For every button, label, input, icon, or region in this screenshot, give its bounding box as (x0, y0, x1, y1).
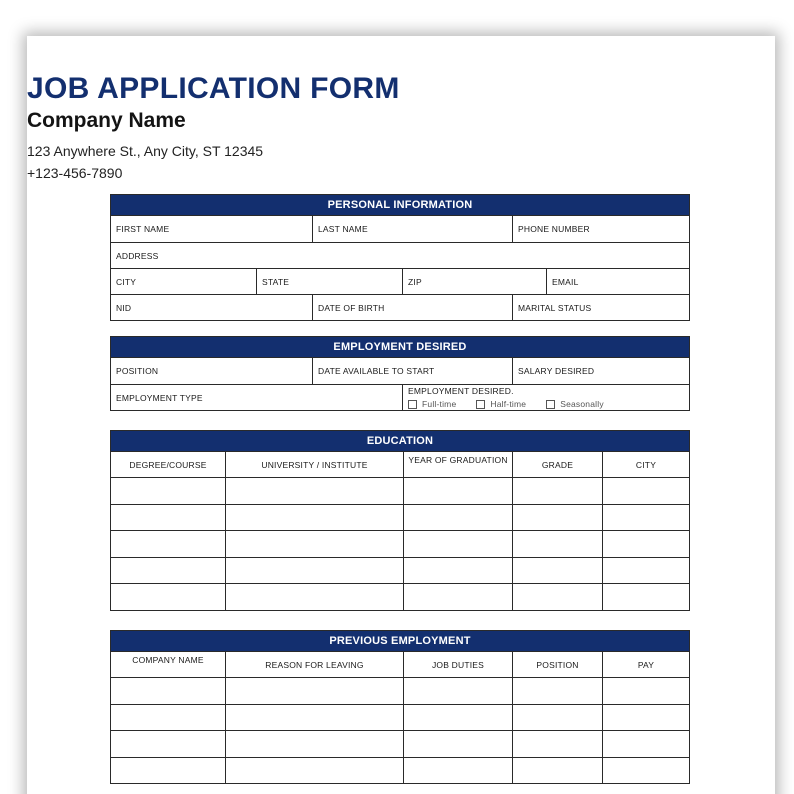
table-cell[interactable] (225, 531, 403, 557)
date-available-field[interactable]: DATE AVAILABLE TO START (312, 358, 512, 384)
full-time-checkbox[interactable] (408, 400, 417, 409)
education-col-year: YEAR OF GRADUATION (403, 452, 512, 477)
half-time-label: Half-time (490, 399, 527, 409)
table-cell[interactable] (111, 505, 225, 531)
table-cell[interactable] (512, 584, 602, 610)
table-row (111, 477, 689, 504)
table-row (111, 704, 689, 731)
table-cell[interactable] (512, 678, 602, 704)
first-name-field[interactable]: FIRST NAME (116, 224, 170, 234)
address-field[interactable]: ADDRESS (116, 250, 159, 261)
table-cell[interactable] (403, 478, 512, 504)
table-cell[interactable] (225, 584, 403, 610)
previous-col-company: COMPANY NAME (132, 655, 204, 665)
table-cell[interactable] (111, 584, 225, 610)
nid-field[interactable]: NID (116, 302, 132, 313)
education-section (110, 430, 690, 611)
table-cell[interactable] (602, 584, 689, 610)
table-cell[interactable] (602, 758, 689, 784)
email-field[interactable]: EMAIL (546, 269, 689, 294)
table-cell[interactable] (225, 758, 403, 784)
education-heading: EDUCATION (111, 431, 689, 451)
table-cell[interactable] (111, 531, 225, 557)
table-cell[interactable] (225, 678, 403, 704)
table-cell[interactable] (111, 478, 225, 504)
position-field[interactable]: POSITION (116, 366, 159, 376)
table-cell[interactable] (403, 505, 512, 531)
table-cell[interactable] (602, 505, 689, 531)
employment-checkbox-group (408, 399, 624, 409)
employment-desired-section (110, 336, 690, 411)
table-cell[interactable] (225, 731, 403, 757)
table-cell[interactable] (111, 705, 225, 731)
table-cell[interactable] (403, 758, 512, 784)
education-col-city: CITY (602, 452, 689, 477)
table-cell[interactable] (602, 531, 689, 557)
table-row (111, 530, 689, 557)
table-cell[interactable] (602, 731, 689, 757)
table-row (111, 677, 689, 704)
full-time-label: Full-time (422, 399, 457, 409)
table-cell[interactable] (403, 731, 512, 757)
table-cell[interactable] (512, 731, 602, 757)
table-cell[interactable] (111, 731, 225, 757)
marital-status-field[interactable]: MARITAL STATUS (512, 295, 689, 320)
last-name-field[interactable]: LAST NAME (312, 216, 512, 242)
previous-header-row (111, 651, 689, 677)
employment-desired-label: EMPLOYMENT DESIRED. (408, 386, 514, 396)
half-time-option[interactable] (476, 399, 526, 409)
employment-desired-options (402, 385, 689, 410)
table-cell[interactable] (512, 558, 602, 584)
table-cell[interactable] (111, 678, 225, 704)
table-cell[interactable] (512, 705, 602, 731)
table-row (111, 730, 689, 757)
education-col-degree: DEGREE/COURSE (129, 459, 207, 470)
zip-field[interactable]: ZIP (402, 269, 546, 294)
personal-information-heading: PERSONAL INFORMATION (111, 195, 689, 215)
company-address: 123 Anywhere St., Any City, ST 12345 (27, 143, 264, 159)
form-title: JOB APPLICATION FORM (27, 72, 400, 105)
table-cell[interactable] (512, 505, 602, 531)
table-row (111, 504, 689, 531)
table-cell[interactable] (512, 531, 602, 557)
table-cell[interactable] (512, 758, 602, 784)
seasonally-option[interactable] (546, 399, 604, 409)
table-cell[interactable] (225, 705, 403, 731)
table-cell[interactable] (403, 678, 512, 704)
salary-desired-field[interactable]: SALARY DESIRED (512, 358, 689, 384)
half-time-checkbox[interactable] (476, 400, 485, 409)
previous-col-position: POSITION (512, 652, 602, 677)
table-row (111, 557, 689, 584)
table-cell[interactable] (403, 531, 512, 557)
phone-number-field[interactable]: PHONE NUMBER (512, 216, 689, 242)
table-cell[interactable] (225, 558, 403, 584)
state-field[interactable]: STATE (256, 269, 402, 294)
employment-type-field[interactable]: EMPLOYMENT TYPE (116, 392, 203, 403)
date-of-birth-field[interactable]: DATE OF BIRTH (312, 295, 512, 320)
table-cell[interactable] (602, 678, 689, 704)
previous-col-pay: PAY (602, 652, 689, 677)
education-col-university: UNIVERSITY / INSTITUTE (225, 452, 403, 477)
table-cell[interactable] (225, 505, 403, 531)
seasonally-label: Seasonally (560, 399, 604, 409)
table-cell[interactable] (403, 705, 512, 731)
previous-employment-section (110, 630, 690, 784)
table-cell[interactable] (225, 478, 403, 504)
table-cell[interactable] (512, 478, 602, 504)
seasonally-checkbox[interactable] (546, 400, 555, 409)
employment-desired-heading: EMPLOYMENT DESIRED (111, 337, 689, 357)
table-cell[interactable] (111, 558, 225, 584)
education-header-row (111, 451, 689, 477)
table-cell[interactable] (602, 478, 689, 504)
company-name: Company Name (27, 109, 186, 132)
table-row (111, 583, 689, 610)
education-col-grade: GRADE (512, 452, 602, 477)
table-cell[interactable] (403, 558, 512, 584)
full-time-option[interactable] (408, 399, 456, 409)
table-cell[interactable] (602, 558, 689, 584)
table-cell[interactable] (403, 584, 512, 610)
previous-col-duties: JOB DUTIES (403, 652, 512, 677)
previous-col-reason: REASON FOR LEAVING (225, 652, 403, 677)
city-field[interactable]: CITY (116, 276, 137, 287)
table-row (111, 757, 689, 784)
company-phone: +123-456-7890 (27, 165, 123, 181)
previous-employment-heading: PREVIOUS EMPLOYMENT (111, 631, 689, 651)
table-cell[interactable] (111, 758, 225, 784)
table-cell[interactable] (602, 705, 689, 731)
form-page (27, 36, 775, 794)
personal-information-section (110, 194, 690, 321)
